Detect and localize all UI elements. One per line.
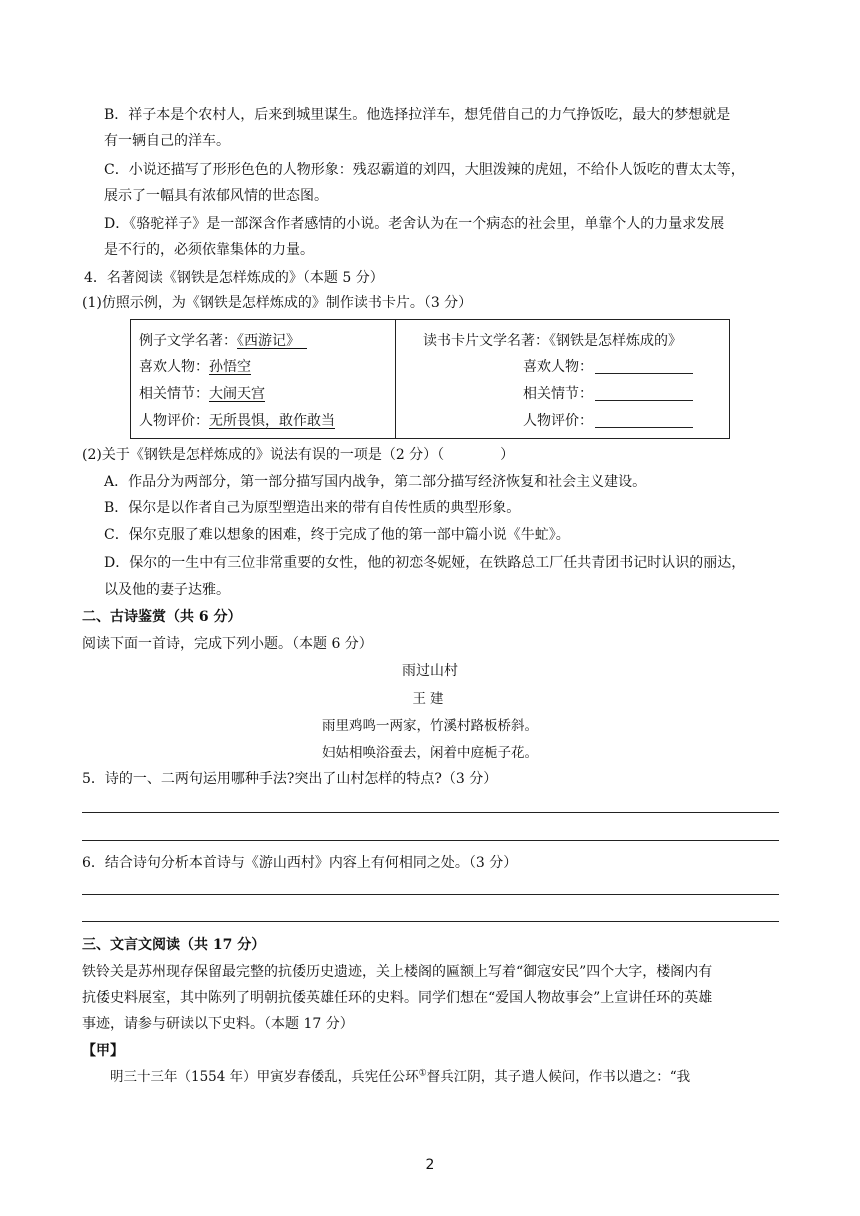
card-plot-row: [139, 384, 265, 404]
poem-line-2: 妇姑相唤浴蚕去，闲着中庭栀子花。: [322, 745, 538, 761]
card-plot-value: 大闹天宫: [209, 386, 265, 402]
q6-answer-line-1[interactable]: [82, 894, 779, 895]
poem-title: 雨过山村: [402, 663, 458, 679]
q6-answer-line-2[interactable]: [82, 921, 779, 922]
section3-heading: 三、文言文阅读（共 17 分）: [82, 937, 266, 953]
card-right-fav-label: 喜欢人物：: [523, 359, 593, 375]
passage-jia-text-part2: 督兵江阴，其子遣人候问，作书以遣之：“我: [426, 1069, 691, 1085]
q4-option-b: B．保尔是以作者自己为原型塑造出来的带有自传性质的典型形象。: [104, 500, 521, 516]
q5-answer-line-2[interactable]: [82, 840, 779, 841]
q3-option-b-line1: B．祥子本是个农村人，后来到城里谋生。他选择拉洋车，想凭借自己的力气挣饭吃，最大的梦想就是: [104, 107, 731, 123]
q4-sub2: (2)关于《钢铁是怎样炼成的》说法有误的一项是（2 分）（ ）: [82, 447, 515, 463]
q4-title: 4．名著阅读《钢铁是怎样炼成的》（本题 5 分）: [84, 270, 384, 286]
passage-jia-text-part1: 明三十三年（1554 年）甲寅岁春倭乱，兵宪任公环: [110, 1069, 419, 1085]
card-right-eval-row: [523, 411, 693, 431]
card-fav-value: 孙悟空: [209, 359, 251, 375]
card-example-label: 例子文学名著：: [139, 333, 237, 349]
card-right-fav-row: [523, 357, 693, 377]
page-number: 2: [425, 1157, 435, 1173]
card-right-plot-blank[interactable]: [595, 386, 693, 401]
card-right-plot-row: [523, 384, 693, 404]
q4-option-c: C．保尔克服了难以想象的困难，终于完成了他的第一部中篇小说《牛虻》。: [104, 527, 570, 543]
card-right-fav-blank[interactable]: [595, 359, 693, 374]
card-eval-value: 无所畏惧，敢作敢当: [209, 413, 335, 429]
card-eval-label: 人物评价：: [139, 413, 209, 429]
passage-jia-text: [110, 1067, 690, 1087]
q4-option-a: A．作品分为两部分，第一部分描写国内战争，第二部分描写经济恢复和社会主义建设。: [104, 474, 647, 490]
q4-sub1: (1)仿照示例，为《钢铁是怎样炼成的》制作读书卡片。（3 分）: [82, 295, 473, 311]
reading-card-table: [130, 319, 730, 439]
card-fav-row: [139, 357, 251, 377]
q3-option-d-line1: D．《骆驼祥子》是一部深含作者感情的小说。老舍认为在一个病态的社会里，单靠个人的力量求发展: [104, 216, 725, 232]
q4-option-d-line1: D．保尔的一生中有三位非常重要的女性，他的初恋冬妮娅，在铁路总工厂任共青团书记时认识的丽达，: [104, 555, 746, 571]
passage-jia-label: 【甲】: [82, 1043, 124, 1059]
card-fav-label: 喜欢人物：: [139, 359, 209, 375]
section3-intro-line1: 铁铃关是苏州现存保留最完整的抗倭历史遗迹，关上楼阁的匾额上写着“御寇安民”四个大字，楼阁内有: [82, 964, 713, 980]
section2-intro: 阅读下面一首诗，完成下列小题。（本题 6 分）: [82, 636, 373, 652]
question-5: 5．诗的一、二两句运用哪种手法?突出了山村怎样的特点?（3 分）: [82, 771, 498, 787]
poem-author: 王建: [412, 691, 448, 707]
card-right-title: 读书卡片文学名著：《钢铁是怎样炼成的》: [423, 333, 682, 349]
card-right-plot-label: 相关情节：: [523, 386, 593, 402]
q3-option-b-line2: 有一辆自己的洋车。: [104, 133, 230, 149]
card-right-eval-label: 人物评价：: [523, 413, 593, 429]
section3-intro-line2: 抗倭史料展室，其中陈列了明朝抗倭英雄任环的史料。同学们想在“爱国人物故事会”上宣讲任环的英雄: [82, 990, 713, 1006]
card-plot-label: 相关情节：: [139, 386, 209, 402]
card-example-book: 《西游记》: [237, 333, 293, 349]
card-eval-row: [139, 411, 335, 431]
card-example-row: [139, 331, 307, 351]
card-divider: [395, 320, 396, 438]
q3-option-d-line2: 是不行的，必须依靠集体的力量。: [104, 242, 314, 258]
q4-option-d-line2: 以及他的妻子达雅。: [104, 582, 230, 598]
q3-option-c-line2: 展示了一幅具有浓郁风情的世态图。: [104, 188, 328, 204]
poem-line-1: 雨里鸡鸣一两家，竹溪村路板桥斜。: [322, 718, 538, 734]
card-right-eval-blank[interactable]: [595, 413, 693, 428]
question-6: 6．结合诗句分析本首诗与《游山西村》内容上有何相同之处。（3 分）: [82, 855, 518, 871]
section2-heading: 二、古诗鉴赏（共 6 分）: [82, 609, 242, 625]
footnote-marker-1: ①: [418, 1068, 427, 1079]
section3-intro-line3: 事迹，请参与研读以下史料。（本题 17 分）: [82, 1016, 354, 1032]
q5-answer-line-1[interactable]: [82, 812, 779, 813]
q3-option-c-line1: C．小说还描写了形形色色的人物形象：残忍霸道的刘四，大胆泼辣的虎妞，不给仆人饭吃的曹太太等，: [104, 162, 745, 178]
